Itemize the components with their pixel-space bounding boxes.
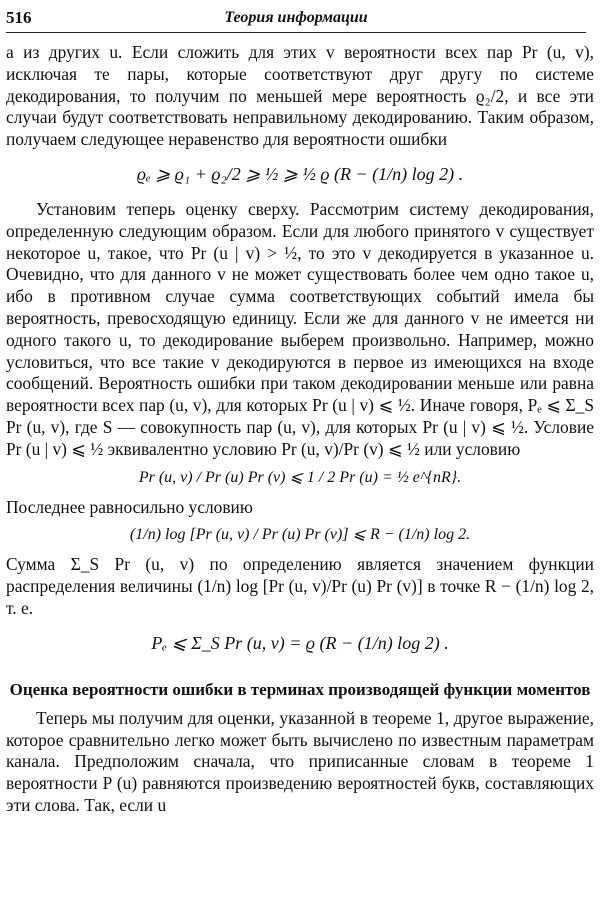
- running-title: Теория информации: [224, 9, 368, 26]
- paragraph-5: Теперь мы получим для оценки, указанной в теореме 1, другое выражение, которое сравнительно легко может быть вычислено по известным параметрам канала. Предположим сначала, что приписанные словам в теореме 1 вероятности P (u) равняются произведению вероятностей букв, составляющих эти слова. Так, если u: [6, 707, 594, 815]
- formula-2: Pr (u, v) / Pr (u) Pr (v) ⩽ 1 / 2 Pr (u) = ½ e^{nR}.: [138, 468, 462, 486]
- page-header: [6, 6, 586, 33]
- page-number: 516: [6, 8, 32, 27]
- paragraph-2: Установим теперь оценку сверху. Рассмотрим систему декодирования, определенную следующим образом. Если для любого принятого v существует некоторое u, такое, что Pr (u | v) > ½, то это v декодируется в указанное u. Очевидно, что для данного v не может существовать более чем одно такое u, ибо в противном случае сумма соответствующих событий имела бы вероятность, превосходящую единицу. Если же для данного v не имеется ни одного такого u, то декодирование выберем произвольно. Например, можно условиться, что все такие v декодируются в первое из имеющихся на входе сообщений. Вероятность ошибки при таком декодировании меньше или равна вероятности всех пар (u, v), для которых Pr (u | v) ⩽ ½. Иначе говоря, Pₑ ⩽ Σ_S Pr (u, v), где S — совокупность пар (u, v), для которых Pr (u | v) ⩽ ½. Условие Pr (u | v) ⩽ ½ эквивалентно условию Pr (u, v)/Pr (v) ⩽ ½ или условию: [6, 198, 594, 459]
- formula-1: ϱₑ ⩾ ϱ₁ + ϱ₂/2 ⩾ ½ ⩾ ½ ϱ (R − (1/n) log 2) .: [136, 163, 464, 184]
- formula-4: Pₑ ⩽ Σ_S Pr (u, v) = ϱ (R − (1/n) log 2) .: [151, 632, 449, 653]
- paragraph-4: Сумма Σ_S Pr (u, v) по определению является значением функции распределения величины (1/n) log [Pr (u, v)/Pr (u) Pr (v)] в точке R − (1/n) log 2, т. е.: [6, 554, 594, 618]
- section-heading: Оценка вероятности ошибки в терминах производящей функции моментов: [9, 679, 591, 699]
- page-body: [6, 42, 594, 817]
- formula-3: (1/n) log [Pr (u, v) / Pr (u) Pr (v)] ⩽ R − (1/n) log 2.: [129, 526, 471, 544]
- paragraph-3: Последнее равносильно условию: [6, 496, 253, 517]
- paragraph-1: а из других u. Если сложить для этих v вероятности всех пар Pr (u, v), исключая те пары, которые соответствуют друг другу по системе декодирования, то получим по меньшей мере вероятность ϱ₂/2, и все эти случаи будут соответствовать неправильному декодированию. Таким образом, получаем следующее неравенство для вероятности ошибки: [6, 42, 594, 150]
